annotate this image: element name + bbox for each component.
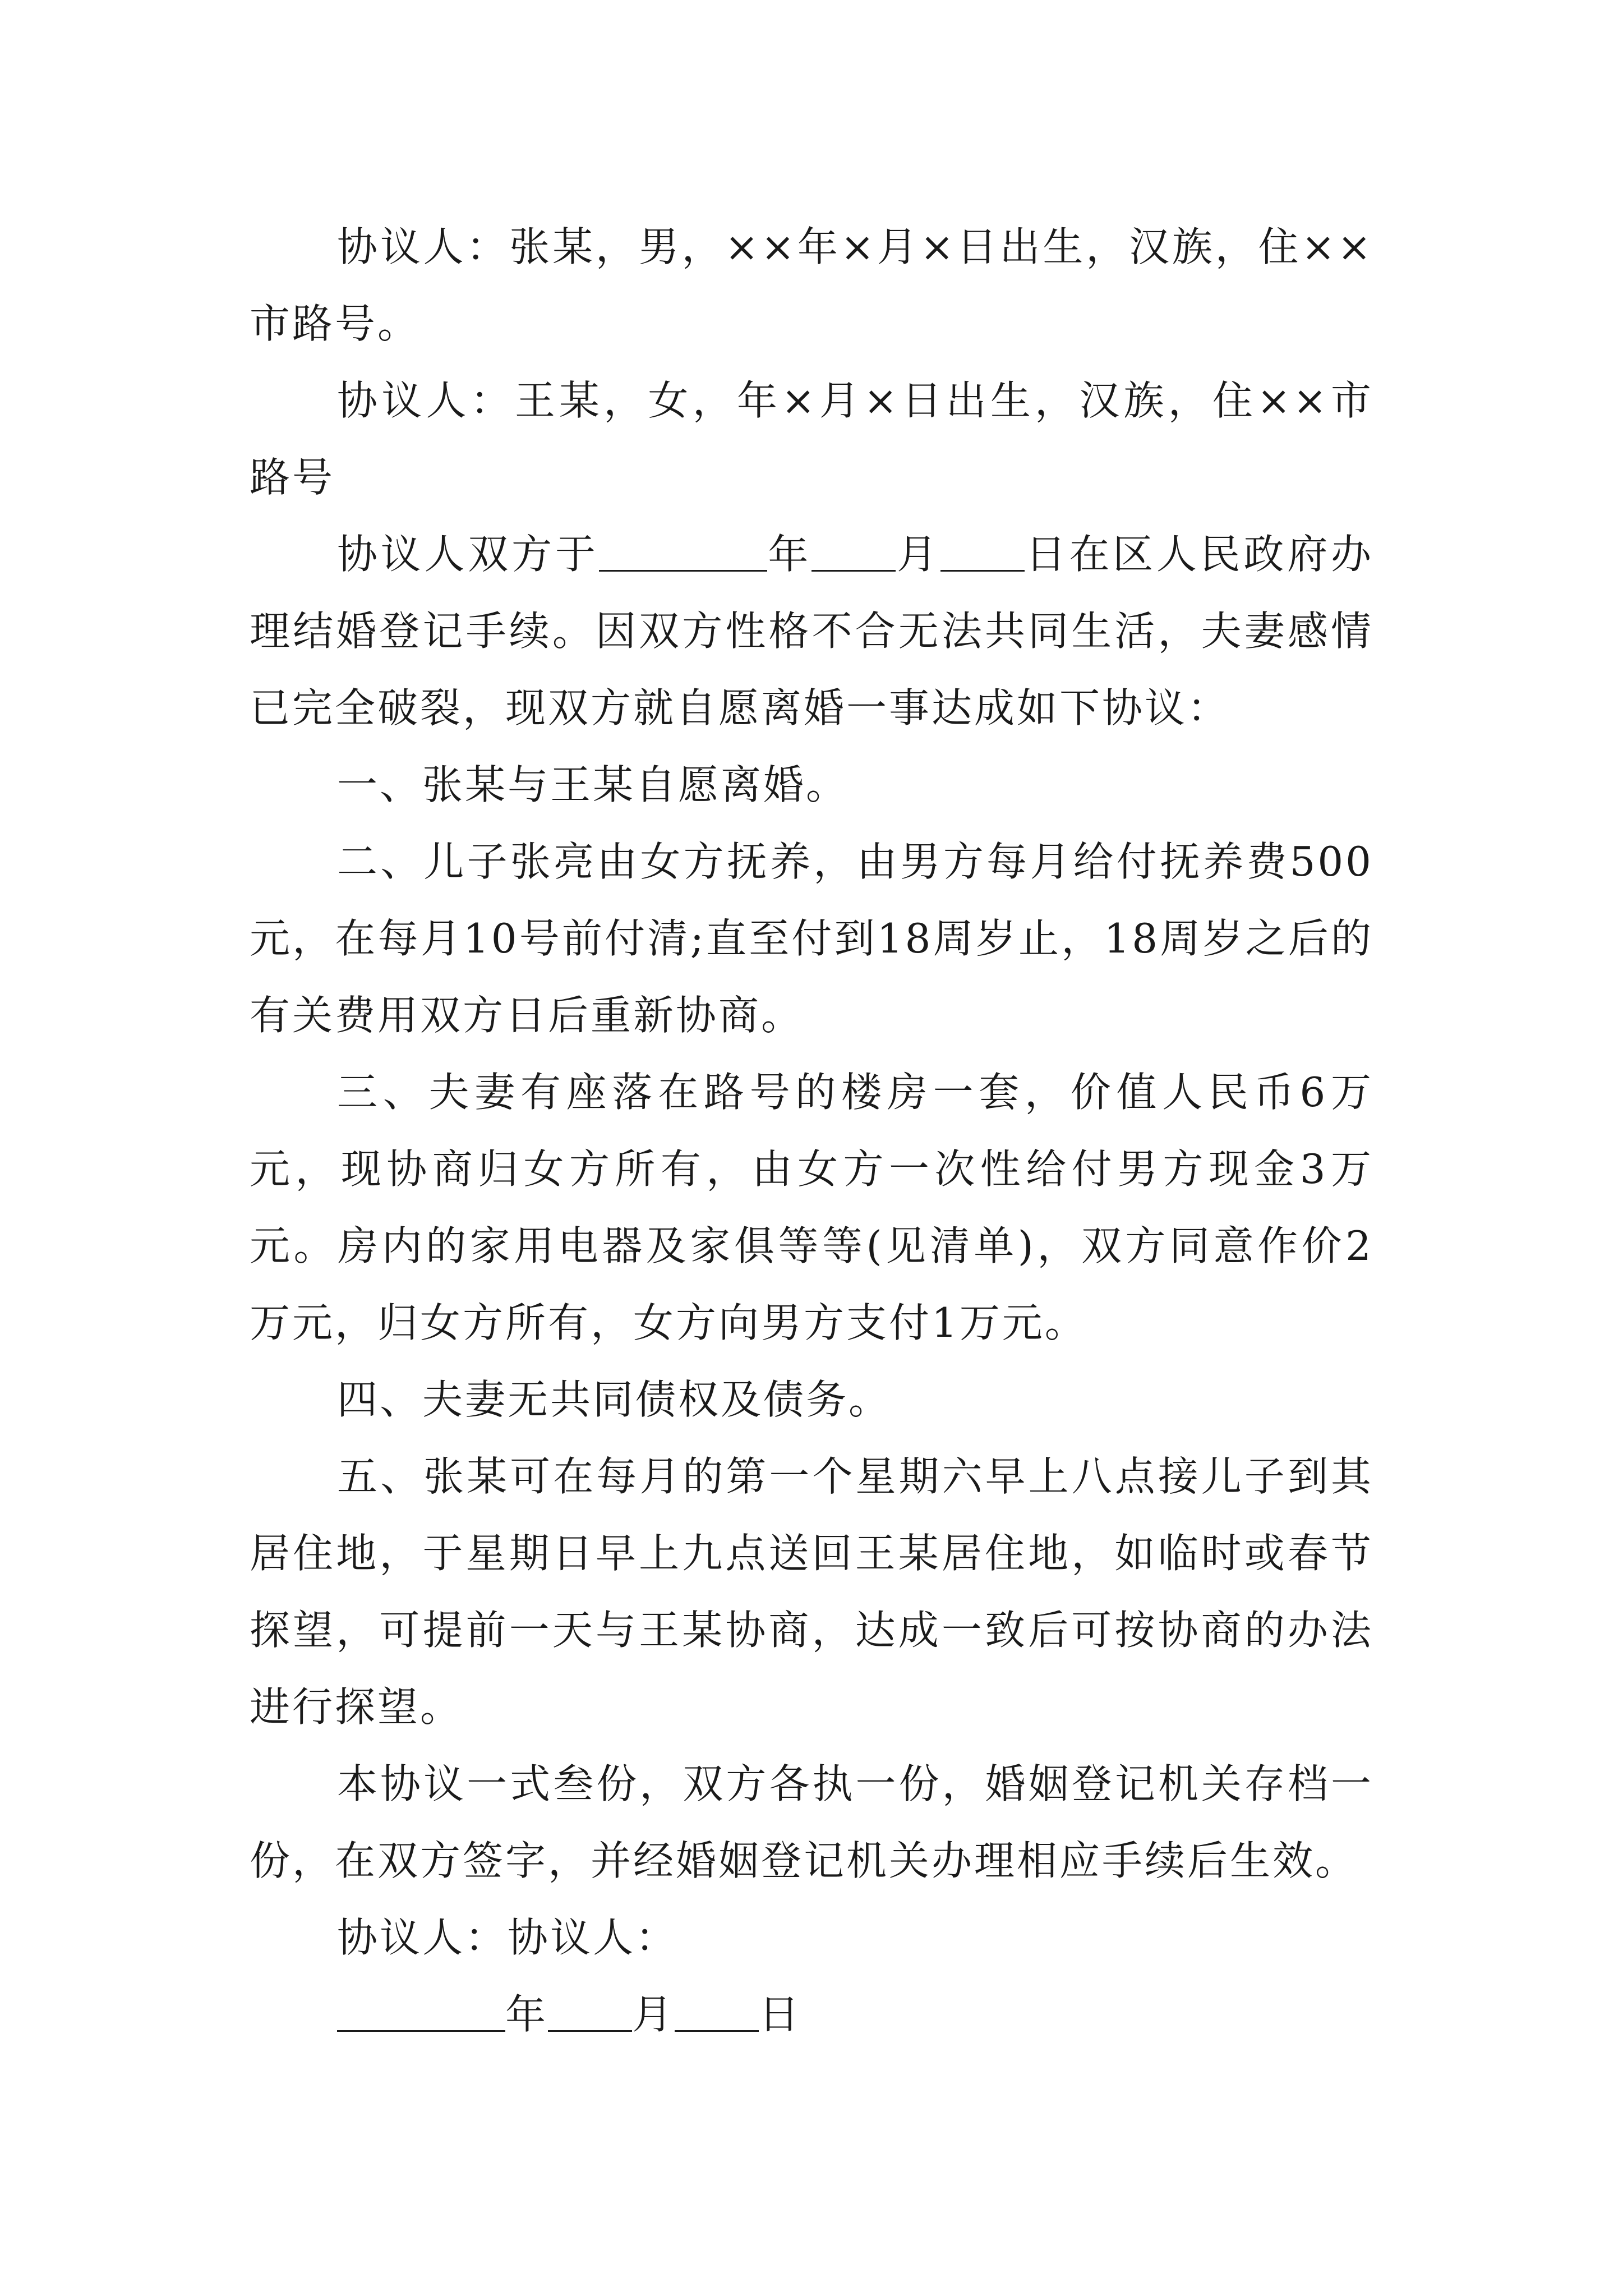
clause-five: 五、张某可在每月的第一个星期六早上八点接儿子到其居住地，于星期日早上九点送回王某居住地，如临时或春节探望，可提前一天与王某协商，达成一致后可按协商的办法进行探望。 [250,1453,1373,1731]
clause-one: 一、张某与王某自愿离婚。 [337,761,849,808]
closing-year-blank [337,1990,505,2032]
marriage-registration-paragraph [250,516,1373,747]
closing-year-label: 年 [505,1991,548,2038]
clause-two: 二、儿子张亮由女方抚养，由男方每月给付抚养费500元，在每月10号前付清;直至付到18周岁止，18周岁之后的有关费用双方日后重新协商。 [250,838,1373,1039]
day-blank [940,530,1025,572]
signature-line: 协议人：协议人： [337,1914,679,1961]
clause-four: 四、夫妻无共同债权及债务。 [337,1376,892,1423]
clause-three: 三、夫妻有座落在路号的楼房一套，价值人民币6万元，现协商归女方所有，由女方一次性给付男方现金3万元。房内的家用电器及家俱等等(见清单)，双方同意作价2万元，归女方所有，女方向男方支付1万元。 [250,1069,1373,1346]
effect-paragraph: 本协议一式叁份，双方各执一份，婚姻登记机关存档一份，在双方签字，并经婚姻登记机关办理相应手续后生效。 [250,1760,1373,1884]
marriage-suffix: 日在区人民政府办理结婚登记手续。因双方性格不合无法共同生活，夫妻感情已完全破裂，现双方就自愿离婚一事达成如下协议： [250,531,1373,731]
year-label: 年 [767,531,812,578]
marriage-prefix: 协议人双方于 [337,531,599,578]
party-a-paragraph: 协议人：张某，男，××年×月×日出生，汉族，住××市路号。 [250,223,1373,347]
closing-day-blank [675,1990,759,2032]
closing-month-blank [548,1990,632,2032]
party-b-paragraph: 协议人：王某，女，年×月×日出生，汉族，住××市路号 [250,377,1373,501]
year-blank [599,530,767,572]
month-blank [811,530,896,572]
closing-month-label: 月 [632,1991,675,2038]
agreement-body [250,209,1373,2053]
closing-date-line [250,1976,1373,2053]
closing-day-label: 日 [759,1991,802,2038]
month-label: 月 [896,531,940,578]
